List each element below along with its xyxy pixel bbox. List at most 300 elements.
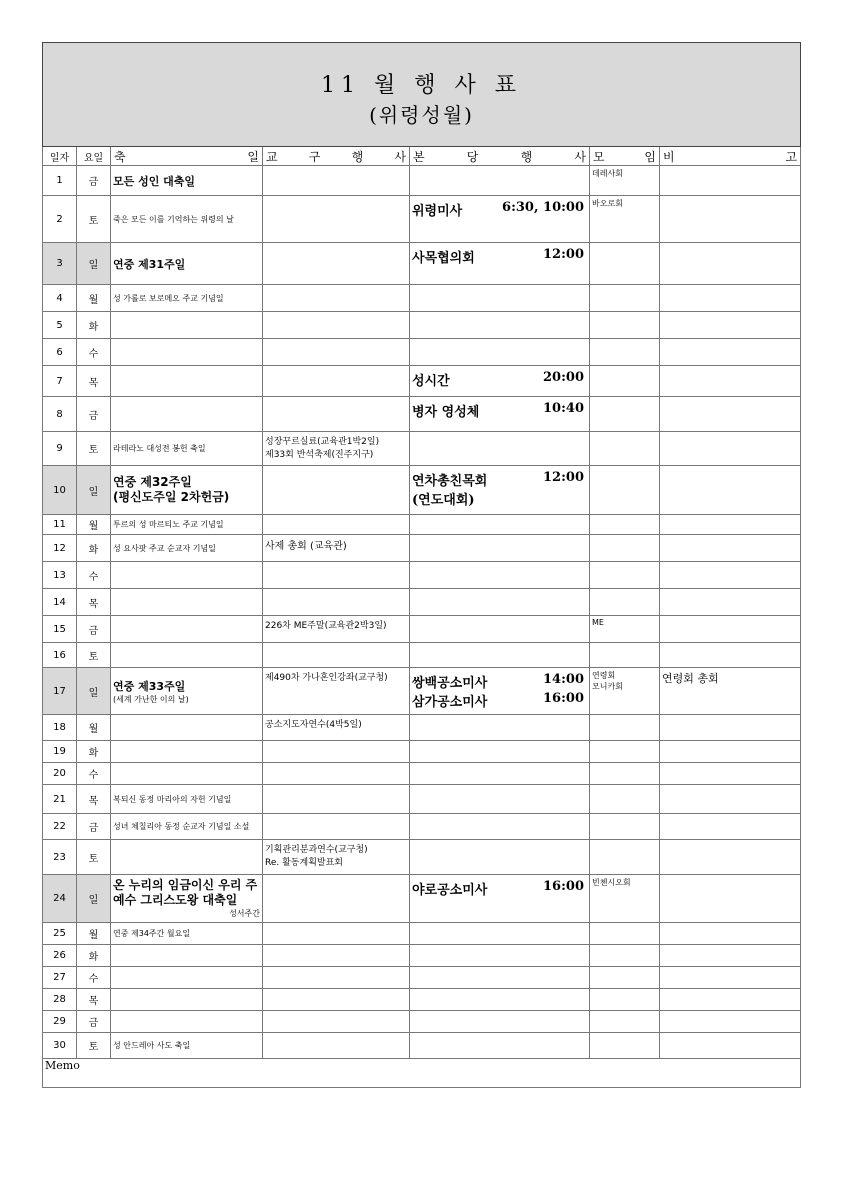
- note-cell: [660, 1033, 801, 1059]
- parish-event-1: 병자 영성체: [412, 405, 480, 420]
- meeting-cell: [590, 785, 660, 814]
- feast-cell: [111, 785, 263, 814]
- table-row: [43, 643, 801, 668]
- day-cell: 22: [43, 814, 77, 840]
- meeting-cell: [590, 814, 660, 840]
- feast-line-1: 성 요사팟 주교 순교자 기념일: [113, 543, 216, 553]
- note-cell: [660, 243, 801, 285]
- meeting-cell: [590, 285, 660, 312]
- feast-cell: [111, 432, 263, 466]
- parish-cell: [410, 339, 590, 366]
- note-cell: [660, 589, 801, 616]
- feast-cell: [111, 763, 263, 785]
- feast-line-3: 성서주간: [229, 909, 260, 918]
- weekday-cell: 화: [77, 945, 111, 967]
- weekday-cell: 목: [77, 589, 111, 616]
- weekday-cell: 수: [77, 562, 111, 589]
- table-row: [43, 967, 801, 989]
- weekday-cell: 일: [77, 875, 111, 923]
- note-cell: [660, 840, 801, 875]
- table-row: [43, 715, 801, 741]
- note-cell: [660, 466, 801, 515]
- parish-time-1: 12:00: [543, 247, 584, 262]
- feast-line-1: 연중 제33주일: [113, 679, 186, 693]
- diocese-line-1: 사제 총회 (교육관): [265, 541, 347, 552]
- parish-cell: [410, 643, 590, 668]
- diocese-line-1: 공소지도자연수(4박5일): [265, 720, 362, 730]
- parish-cell: [410, 945, 590, 967]
- schedule-rows: [43, 166, 801, 1059]
- meeting-cell: [590, 1011, 660, 1033]
- table-row: [43, 243, 801, 285]
- day-cell: 1: [43, 166, 77, 196]
- feast-cell: [111, 339, 263, 366]
- meeting-cell: [590, 562, 660, 589]
- feast-line-1: 온 누리의 임금이신 우리 주: [113, 878, 258, 892]
- diocese-cell: [263, 589, 410, 616]
- feast-cell: [111, 589, 263, 616]
- weekday-cell: 월: [77, 285, 111, 312]
- diocese-cell: [263, 1033, 410, 1059]
- day-cell: 2: [43, 196, 77, 243]
- table-row: [43, 668, 801, 715]
- meeting-cell: [590, 432, 660, 466]
- diocese-cell: [263, 875, 410, 923]
- table-row: [43, 923, 801, 945]
- diocese-cell: [263, 1011, 410, 1033]
- table-row: [43, 366, 801, 397]
- diocese-line-1: 성장꾸르실료(교육관1박2일): [265, 437, 380, 447]
- weekday-cell: 월: [77, 515, 111, 535]
- day-cell: 6: [43, 339, 77, 366]
- table-row: [43, 562, 801, 589]
- note-cell: [660, 432, 801, 466]
- diocese-cell: [263, 312, 410, 339]
- parish-cell: [410, 1033, 590, 1059]
- meeting-cell: [590, 923, 660, 945]
- diocese-line-1: 226차 ME주말(교육관2박3일): [265, 621, 387, 631]
- table-row: [43, 466, 801, 515]
- meeting-cell: [590, 397, 660, 432]
- meeting-line-1: ME: [592, 618, 604, 627]
- note-cell: 연령회 총회: [660, 668, 801, 715]
- note-cell: [660, 643, 801, 668]
- note-cell: [660, 397, 801, 432]
- feast-cell: [111, 312, 263, 339]
- parish-cell: [410, 989, 590, 1011]
- feast-line-1: 복되신 동정 마리아의 자헌 기념일: [113, 794, 232, 804]
- note-cell: [660, 967, 801, 989]
- note-cell: [660, 763, 801, 785]
- day-cell: 4: [43, 285, 77, 312]
- day-cell: 13: [43, 562, 77, 589]
- parish-cell: [410, 616, 590, 643]
- feast-line-1: 투르의 성 마르티노 주교 기념일: [113, 520, 224, 529]
- note-cell: [660, 814, 801, 840]
- parish-time-1: 12:00: [543, 470, 584, 485]
- table-row: [43, 814, 801, 840]
- day-cell: 12: [43, 535, 77, 562]
- feast-cell: [111, 715, 263, 741]
- diocese-cell: [263, 814, 410, 840]
- feast-cell: [111, 814, 263, 840]
- weekday-cell: 월: [77, 715, 111, 741]
- note-cell: [660, 715, 801, 741]
- parish-cell: [410, 196, 590, 243]
- diocese-cell: [263, 397, 410, 432]
- memo-row: [43, 1059, 801, 1088]
- parish-cell: [410, 715, 590, 741]
- parish-cell: [410, 432, 590, 466]
- header-parish: 본 당 행 사: [410, 147, 590, 166]
- weekday-cell: 수: [77, 967, 111, 989]
- page-title: 11 월 행 사 표: [321, 72, 522, 98]
- note-cell: [660, 923, 801, 945]
- weekday-cell: 수: [77, 763, 111, 785]
- weekday-cell: 일: [77, 243, 111, 285]
- feast-line-1: 죽은 모든 이를 기억하는 위령의 날: [113, 214, 234, 224]
- diocese-cell: [263, 535, 410, 562]
- feast-line-2: (평신도주일 2차헌금): [113, 490, 230, 504]
- day-cell: 29: [43, 1011, 77, 1033]
- parish-event-1: 연차총친목회: [412, 474, 488, 489]
- diocese-line-2: Re. 활동계획발표회: [265, 858, 343, 868]
- day-cell: 11: [43, 515, 77, 535]
- meeting-cell: [590, 643, 660, 668]
- diocese-cell: [263, 285, 410, 312]
- memo-label: Memo: [43, 1059, 801, 1088]
- note-cell: [660, 196, 801, 243]
- diocese-cell: [263, 668, 410, 715]
- feast-cell: [111, 741, 263, 763]
- feast-cell: [111, 668, 263, 715]
- title-block: [43, 43, 801, 147]
- table-row: [43, 397, 801, 432]
- meeting-line-1: 연령회: [592, 671, 616, 680]
- header-note: 비 고: [660, 147, 801, 166]
- diocese-cell: [263, 923, 410, 945]
- weekday-cell: 토: [77, 840, 111, 875]
- weekday-cell: 금: [77, 616, 111, 643]
- parish-cell: [410, 814, 590, 840]
- diocese-cell: [263, 196, 410, 243]
- parish-cell: [410, 166, 590, 196]
- weekday-cell: 수: [77, 339, 111, 366]
- parish-event-1: 성시간: [412, 374, 450, 389]
- meeting-cell: [590, 312, 660, 339]
- diocese-cell: [263, 785, 410, 814]
- weekday-cell: 일: [77, 466, 111, 515]
- diocese-cell: [263, 945, 410, 967]
- feast-cell: [111, 515, 263, 535]
- feast-line-1: 연중 제32주일: [113, 475, 192, 489]
- header-meeting: 모 임: [590, 147, 660, 166]
- note-cell: [660, 616, 801, 643]
- note-cell: [660, 535, 801, 562]
- diocese-cell: [263, 243, 410, 285]
- parish-event-1: 쌍백공소미사: [412, 676, 488, 691]
- table-row: [43, 741, 801, 763]
- table-row: [43, 515, 801, 535]
- feast-cell: [111, 466, 263, 515]
- feast-cell: [111, 562, 263, 589]
- weekday-cell: 토: [77, 196, 111, 243]
- parish-cell: [410, 668, 590, 715]
- weekday-cell: 목: [77, 366, 111, 397]
- header-weekday: 요일: [77, 147, 111, 166]
- parish-time-1: 10:40: [543, 401, 584, 416]
- diocese-cell: [263, 432, 410, 466]
- table-row: [43, 989, 801, 1011]
- feast-cell: [111, 535, 263, 562]
- schedule-table: [42, 42, 801, 1088]
- note-cell: [660, 366, 801, 397]
- table-row: [43, 312, 801, 339]
- day-cell: 14: [43, 589, 77, 616]
- diocese-cell: [263, 562, 410, 589]
- feast-line-1: 성 가롤로 보로메오 주교 기념일: [113, 293, 224, 303]
- note-cell: [660, 785, 801, 814]
- meeting-line-2: 모니카회: [592, 682, 623, 691]
- feast-cell: [111, 875, 263, 923]
- table-row: [43, 616, 801, 643]
- table-row: [43, 196, 801, 243]
- day-cell: 26: [43, 945, 77, 967]
- diocese-cell: [263, 515, 410, 535]
- schedule-sheet: [42, 42, 800, 1088]
- meeting-cell: [590, 589, 660, 616]
- note-cell: [660, 562, 801, 589]
- meeting-cell: [590, 616, 660, 643]
- meeting-cell: [590, 763, 660, 785]
- feast-cell: [111, 196, 263, 243]
- day-cell: 19: [43, 741, 77, 763]
- parish-event-1: 사목협의회: [412, 251, 475, 266]
- note-cell: [660, 166, 801, 196]
- weekday-cell: 화: [77, 535, 111, 562]
- meeting-cell: [590, 945, 660, 967]
- note-cell: [660, 515, 801, 535]
- day-cell: 23: [43, 840, 77, 875]
- parish-time-1: 16:00: [543, 879, 584, 894]
- feast-cell: [111, 945, 263, 967]
- table-row: [43, 840, 801, 875]
- parish-cell: [410, 741, 590, 763]
- diocese-line-1: 기획관리분과연수(교구청): [265, 845, 368, 855]
- day-cell: 30: [43, 1033, 77, 1059]
- parish-time-1: 6:30, 10:00: [502, 200, 584, 215]
- note-cell: [660, 285, 801, 312]
- weekday-cell: 토: [77, 432, 111, 466]
- parish-cell: [410, 397, 590, 432]
- diocese-cell: [263, 840, 410, 875]
- diocese-cell: [263, 967, 410, 989]
- day-cell: 18: [43, 715, 77, 741]
- diocese-cell: [263, 763, 410, 785]
- feast-cell: [111, 989, 263, 1011]
- note-cell: [660, 312, 801, 339]
- feast-cell: [111, 243, 263, 285]
- table-row: [43, 945, 801, 967]
- diocese-cell: [263, 166, 410, 196]
- meeting-cell: [590, 1033, 660, 1059]
- day-cell: 16: [43, 643, 77, 668]
- table-row: [43, 166, 801, 196]
- parish-cell: [410, 589, 590, 616]
- header-row: [43, 147, 801, 166]
- meeting-cell: [590, 466, 660, 515]
- table-row: [43, 285, 801, 312]
- parish-cell: [410, 466, 590, 515]
- parish-cell: [410, 840, 590, 875]
- meeting-cell: [590, 166, 660, 196]
- meeting-line-1: 빈첸시오회: [592, 878, 631, 887]
- meeting-cell: [590, 535, 660, 562]
- meeting-cell: [590, 967, 660, 989]
- note-cell: [660, 875, 801, 923]
- parish-cell: [410, 285, 590, 312]
- feast-line-1: 연중 제31주일: [113, 257, 186, 271]
- meeting-cell: [590, 840, 660, 875]
- parish-cell: [410, 763, 590, 785]
- meeting-cell: [590, 715, 660, 741]
- meeting-cell: [590, 196, 660, 243]
- note-cell: [660, 339, 801, 366]
- parish-time-1: 14:00: [543, 672, 584, 687]
- parish-cell: [410, 535, 590, 562]
- parish-cell: [410, 967, 590, 989]
- weekday-cell: 일: [77, 668, 111, 715]
- weekday-cell: 토: [77, 643, 111, 668]
- day-cell: 17: [43, 668, 77, 715]
- meeting-cell: [590, 339, 660, 366]
- parish-cell: [410, 562, 590, 589]
- day-cell: 27: [43, 967, 77, 989]
- day-cell: 9: [43, 432, 77, 466]
- table-row: [43, 763, 801, 785]
- day-cell: 21: [43, 785, 77, 814]
- weekday-cell: 토: [77, 1033, 111, 1059]
- table-row: [43, 535, 801, 562]
- feast-cell: [111, 366, 263, 397]
- diocese-cell: [263, 715, 410, 741]
- header-day: 일자: [43, 147, 77, 166]
- weekday-cell: 목: [77, 989, 111, 1011]
- meeting-cell: [590, 875, 660, 923]
- note-cell: [660, 1011, 801, 1033]
- meeting-line-1: 바오로회: [592, 199, 623, 208]
- feast-line-2: 예수 그리스도왕 대축일: [113, 893, 238, 907]
- meeting-cell: [590, 741, 660, 763]
- diocese-cell: [263, 741, 410, 763]
- weekday-cell: 월: [77, 923, 111, 945]
- parish-event-1: 야로공소미사: [412, 883, 488, 898]
- meeting-cell: [590, 243, 660, 285]
- meeting-cell: [590, 366, 660, 397]
- header-feast: 축 일: [111, 147, 263, 166]
- table-row: [43, 875, 801, 923]
- weekday-cell: 금: [77, 166, 111, 196]
- day-cell: 5: [43, 312, 77, 339]
- weekday-cell: 화: [77, 312, 111, 339]
- table-row: [43, 785, 801, 814]
- parish-cell: [410, 366, 590, 397]
- note-cell: [660, 945, 801, 967]
- meeting-cell: [590, 515, 660, 535]
- parish-cell: [410, 243, 590, 285]
- feast-line-2: (세계 가난한 이의 날): [113, 694, 189, 704]
- meeting-cell: [590, 989, 660, 1011]
- parish-cell: [410, 1011, 590, 1033]
- page-subtitle: (위령성월): [369, 102, 474, 127]
- feast-line-1: 연중 제34주간 월요일: [113, 929, 191, 938]
- table-row: [43, 432, 801, 466]
- day-cell: 25: [43, 923, 77, 945]
- weekday-cell: 금: [77, 814, 111, 840]
- feast-cell: [111, 1033, 263, 1059]
- note-cell: [660, 741, 801, 763]
- day-cell: 3: [43, 243, 77, 285]
- weekday-cell: 목: [77, 785, 111, 814]
- feast-cell: [111, 616, 263, 643]
- table-row: [43, 339, 801, 366]
- diocese-cell: [263, 643, 410, 668]
- parish-cell: [410, 923, 590, 945]
- day-cell: 20: [43, 763, 77, 785]
- parish-cell: [410, 515, 590, 535]
- feast-cell: [111, 285, 263, 312]
- meeting-cell: [590, 668, 660, 715]
- weekday-cell: 금: [77, 397, 111, 432]
- parish-event-1: 위령미사: [412, 204, 463, 219]
- feast-line-1: 성녀 체칠리아 동정 순교자 기념일 소설: [113, 822, 250, 831]
- day-cell: 15: [43, 616, 77, 643]
- parish-time-1: 20:00: [543, 370, 584, 385]
- diocese-line-1: 제490차 가나혼인강좌(교구청): [265, 673, 388, 683]
- note-cell: [660, 989, 801, 1011]
- weekday-cell: 금: [77, 1011, 111, 1033]
- diocese-line-2: 제33회 반석축제(진주지구): [265, 450, 374, 460]
- feast-cell: [111, 923, 263, 945]
- day-cell: 10: [43, 466, 77, 515]
- feast-line-1: 라테라노 대성전 봉헌 축일: [113, 444, 206, 453]
- feast-cell: [111, 967, 263, 989]
- feast-cell: [111, 397, 263, 432]
- table-row: [43, 1011, 801, 1033]
- feast-line-1: 성 안드레아 사도 축일: [113, 1041, 191, 1050]
- table-row: [43, 1033, 801, 1059]
- day-cell: 28: [43, 989, 77, 1011]
- diocese-cell: [263, 616, 410, 643]
- feast-cell: [111, 166, 263, 196]
- diocese-cell: [263, 339, 410, 366]
- feast-cell: [111, 840, 263, 875]
- parish-time-2: 16:00: [543, 691, 584, 706]
- diocese-cell: [263, 366, 410, 397]
- diocese-cell: [263, 466, 410, 515]
- parish-event-2: (연도대회): [412, 493, 475, 508]
- parish-cell: [410, 785, 590, 814]
- feast-cell: [111, 643, 263, 668]
- diocese-cell: [263, 989, 410, 1011]
- table-row: [43, 589, 801, 616]
- day-cell: 24: [43, 875, 77, 923]
- meeting-line-1: 데레사회: [592, 169, 623, 178]
- header-diocese: 교 구 행 사: [263, 147, 410, 166]
- day-cell: 7: [43, 366, 77, 397]
- parish-cell: [410, 312, 590, 339]
- parish-cell: [410, 875, 590, 923]
